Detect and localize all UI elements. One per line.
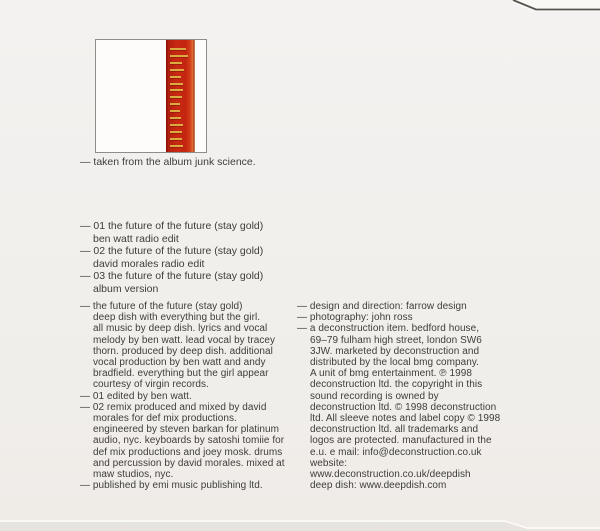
stripe-track-mark xyxy=(170,103,180,105)
credit-line: — photography: john ross xyxy=(297,312,413,324)
credit-line: 69–79 fulham high street, london SW6 xyxy=(310,334,482,346)
track-line: — 03 the future of the future (stay gold) xyxy=(80,270,264,283)
credit-line: melody by ben watt. lead vocal by tracey xyxy=(93,334,276,346)
track-line: — 01 the future of the future (stay gold) xyxy=(80,220,264,232)
track-line: — 02 the future of the future (stay gold) xyxy=(80,245,264,258)
credit-line: distributed by the local bmg company. xyxy=(310,357,479,369)
credit-line: website: xyxy=(310,457,348,469)
credit-line: — the future of the future (stay gold) xyxy=(80,301,243,312)
credit-line: deep dish with everything but the girl. xyxy=(93,312,261,324)
credit-line: deep dish: www.deepdish.com xyxy=(310,480,447,492)
credit-line: audio, nyc. keyboards by satoshi tomiie for xyxy=(93,435,285,447)
credit-line: — 01 edited by ben watt. xyxy=(80,390,192,402)
credit-line: maw studios, nyc. xyxy=(93,469,174,481)
album-thumbnail xyxy=(95,39,207,153)
credit-line: deconstruction ltd. all trademarks and xyxy=(310,424,479,436)
credits-right xyxy=(297,301,529,491)
stripe-track-mark xyxy=(170,69,184,71)
stripe-track-mark xyxy=(170,110,180,112)
stripe-track-mark xyxy=(170,89,183,91)
stripe-track-mark xyxy=(170,83,183,85)
credit-line: engineered by steven barkan for platinum xyxy=(93,424,280,436)
credit-line: e.u. e mail: info@deconstruction.co.uk xyxy=(310,446,482,458)
credit-line: sound recording is owned by xyxy=(310,390,439,402)
credit-line: thorn. produced by deep dish. additional xyxy=(93,345,273,357)
stripe-track-mark xyxy=(170,48,186,50)
stripe-track-mark xyxy=(170,96,182,98)
album-stripe xyxy=(166,40,195,152)
credit-line: deconstruction ltd. the copyright in this xyxy=(310,379,483,391)
stripe-track-mark xyxy=(170,131,182,133)
credit-line: bradfield. everything but the girl appear xyxy=(93,368,269,380)
credit-line: — 02 remix produced and mixed by david xyxy=(80,401,267,413)
credit-line: vocal production by ben watt and andy xyxy=(93,357,266,369)
credit-line: all music by deep dish. lyrics and vocal xyxy=(93,323,268,335)
credit-line: — published by emi music publishing ltd. xyxy=(80,480,263,492)
stripe-track-mark xyxy=(170,62,182,64)
album-caption: — taken from the album junk science. xyxy=(80,156,256,168)
credits-left xyxy=(80,301,312,491)
credit-line: courtesy of virgin records. xyxy=(93,379,209,391)
stripe-track-mark xyxy=(170,76,181,78)
credit-line: 3JW. marketed by deconstruction and xyxy=(310,345,480,357)
credit-line: A unit of bmg entertainment. ℗ 1998 xyxy=(310,368,472,380)
credit-line: and percussion by david morales. mixed at xyxy=(93,457,285,469)
stripe-track-mark xyxy=(170,145,183,147)
credit-line: — design and direction: farrow design xyxy=(297,301,467,312)
stripe-track-mark xyxy=(170,138,182,140)
stripe-track-mark xyxy=(170,117,181,119)
track-line: ben watt radio edit xyxy=(93,232,179,245)
track-line: david morales radio edit xyxy=(93,257,205,270)
credit-line: ltd. All sleeve notes and label copy © 1998 xyxy=(310,413,501,425)
credit-line: www.deconstruction.co.uk/deepdish xyxy=(310,469,471,481)
track-list xyxy=(80,220,312,296)
credit-line: deconstruction ltd. © 1998 deconstruction xyxy=(310,401,497,413)
credit-line: logos are protected. manufactured in the xyxy=(310,435,492,447)
stripe-track-mark xyxy=(170,55,188,57)
stripe-track-mark xyxy=(170,124,183,126)
credit-line: morales for def mix productions. xyxy=(93,413,237,425)
credit-line: — a deconstruction item. bedford house, xyxy=(297,323,480,335)
credit-line: def mix productions and joey mosk. drums xyxy=(93,446,283,458)
track-line: album version xyxy=(93,282,159,295)
